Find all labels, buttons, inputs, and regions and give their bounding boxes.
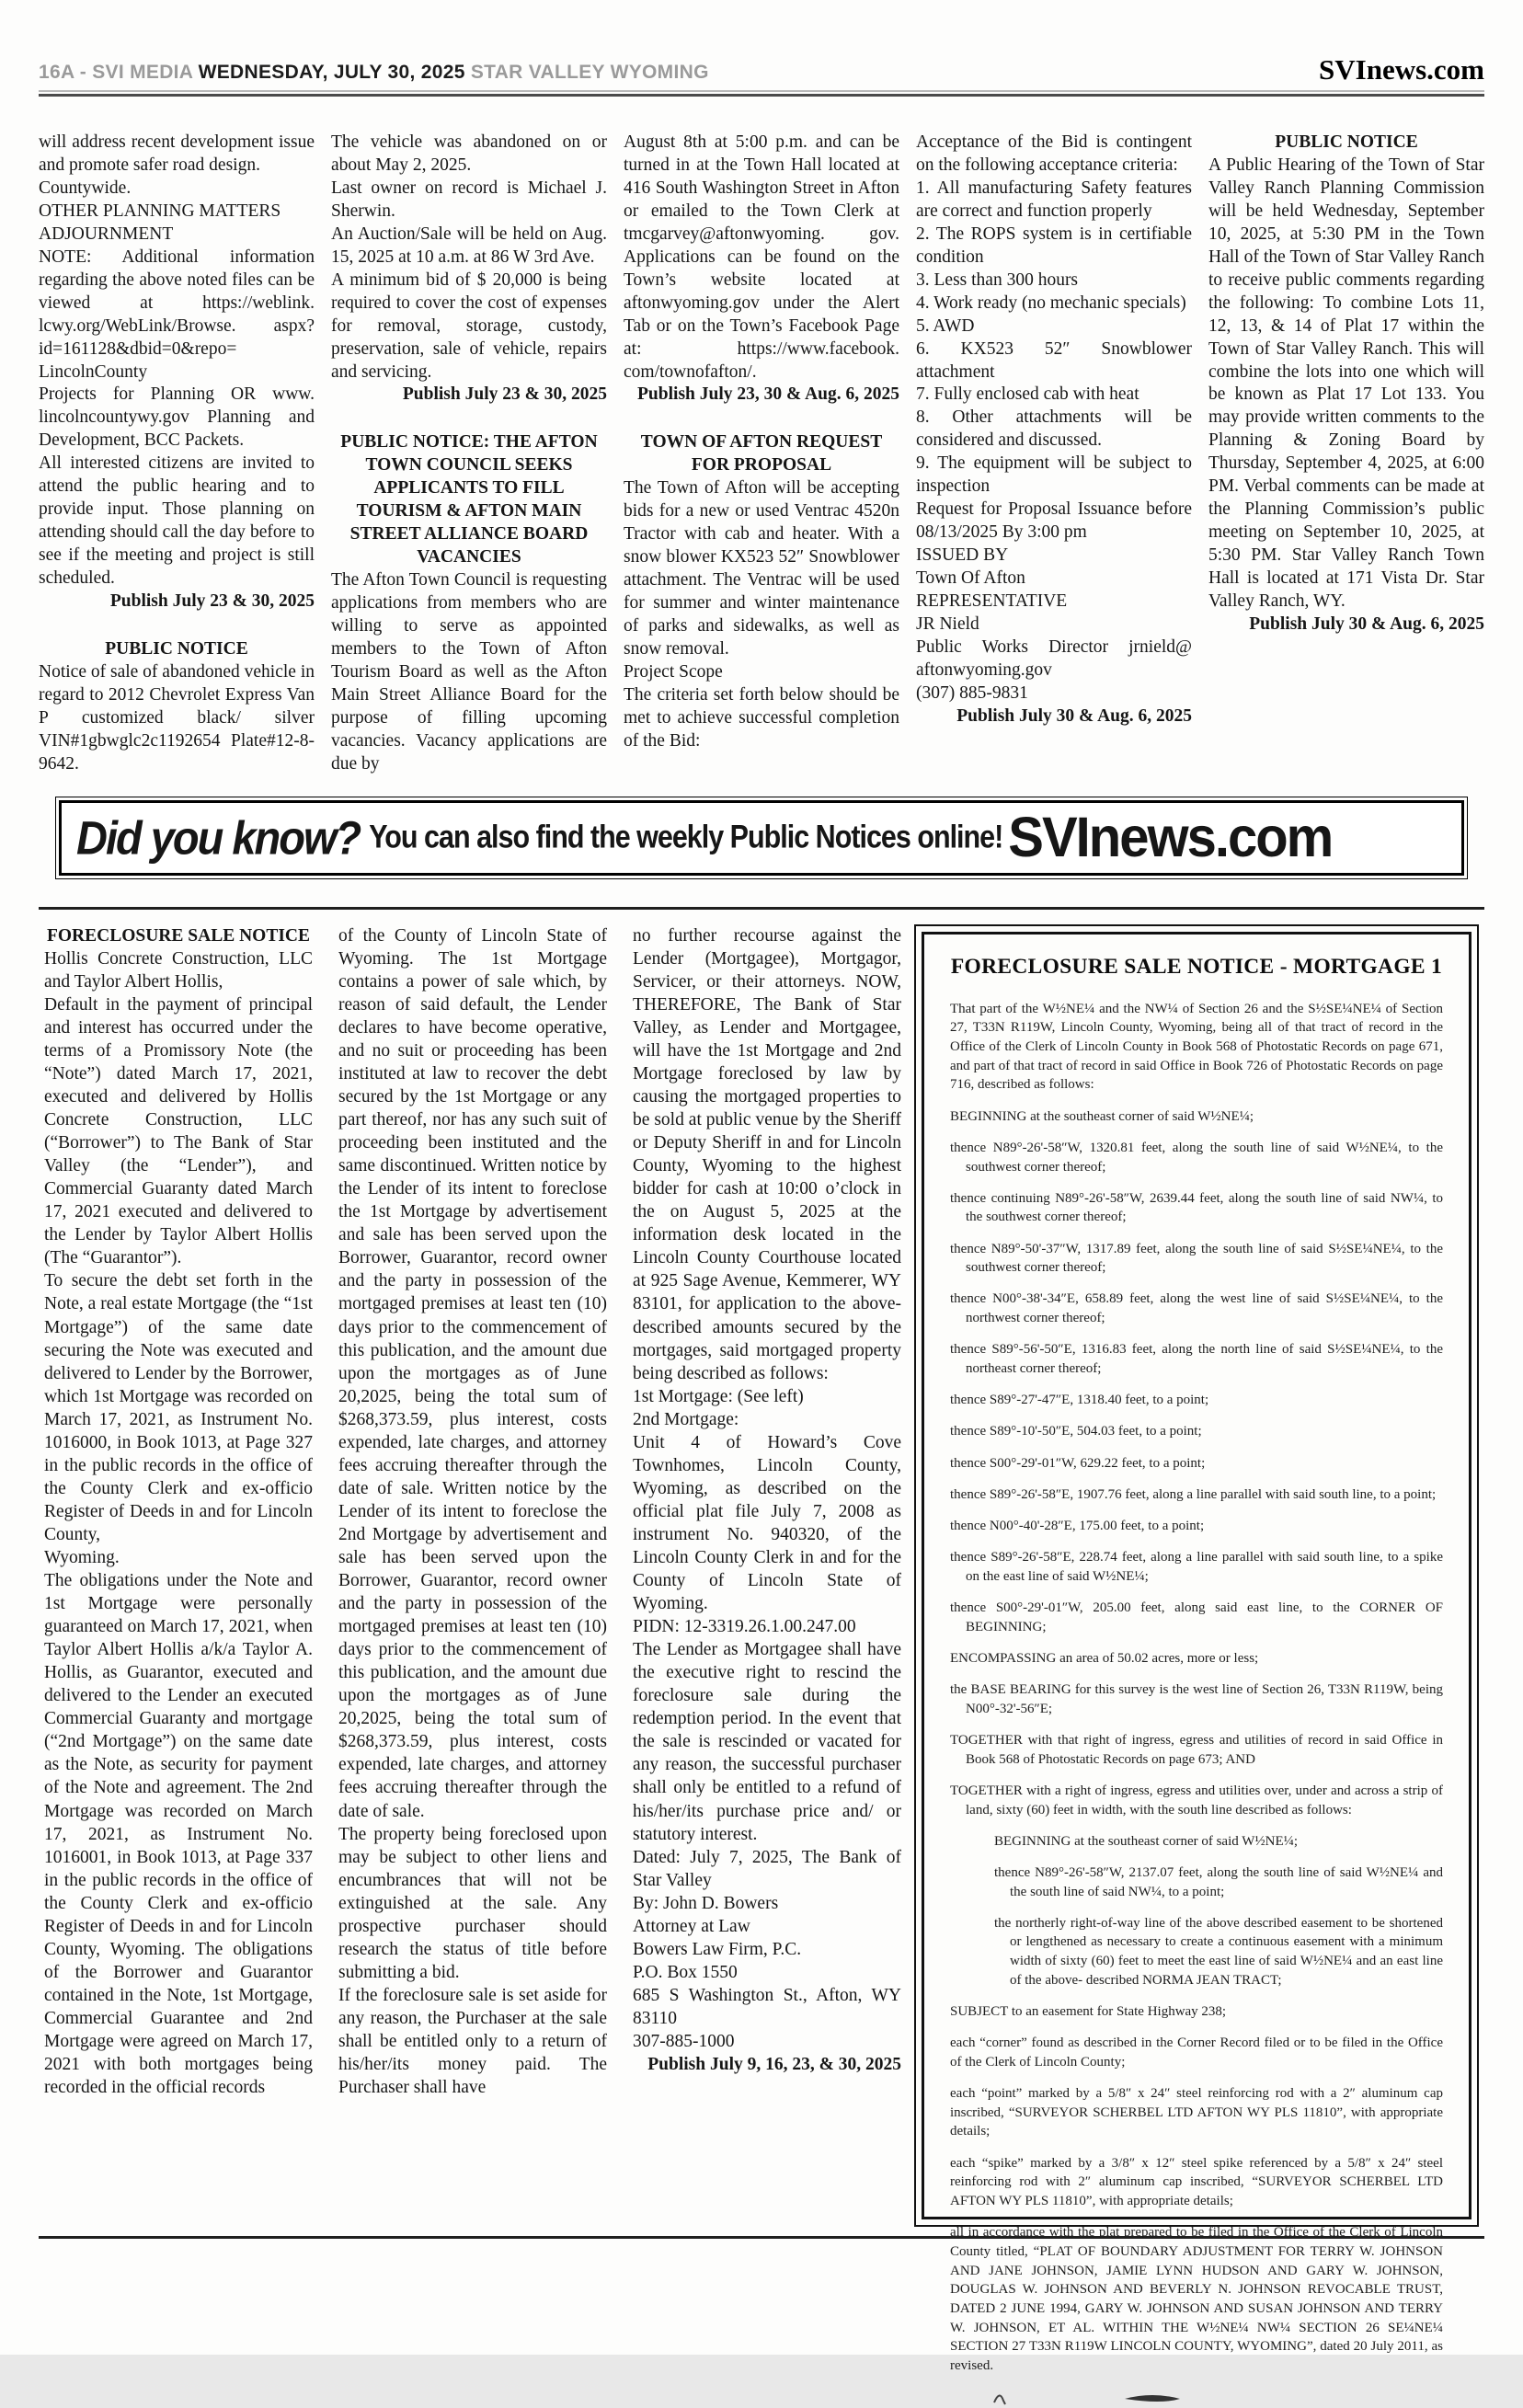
notice-paragraph: the northerly right-of-way line of the above described easement to be shortened or lengthened as necessary to create a continuous easement with a minimum width of sixty (60) feet to meet the east line of said W½NE¼ and an east line of the above- described NORMA JEAN TRACT; xyxy=(994,1915,1443,1988)
notice-paragraph: thence N89°-26'-58″W, 2137.07 feet, along the south line of said W½NE¼ and the south line of said NW¼, to a point; xyxy=(994,1864,1443,1899)
foreclosure-section xyxy=(39,907,1484,2374)
notice-column-4 xyxy=(916,132,1192,776)
notice-paragraph: Unit 4 of Howard’s Cove Townhomes, Lincoln County, Wyoming, as described on the official plat file July 7, 2008 as instrument No. 940320, of the Lincoln County Clerk in and for the County of Lincoln State of Wyoming. xyxy=(633,1432,901,1614)
publish-line: Publish July 23 & 30, 2025 xyxy=(109,591,315,612)
notice-heading: FORECLOSURE SALE NOTICE xyxy=(46,925,311,946)
notice-paragraph: 4. Work ready (no mechanic specials) xyxy=(916,292,1186,313)
notice-paragraph: The criteria set forth below should be met to achieve successful completion of the Bid: xyxy=(624,684,899,751)
notice-paragraph: Wyoming. xyxy=(44,1548,120,1567)
notice-paragraph: Request for Proposal Issuance before 08/13/2025 By 3:00 pm xyxy=(916,499,1192,543)
page-label: 16A - SVI MEDIA xyxy=(39,62,193,83)
notice-paragraph: 9. The equipment will be subject to inspection xyxy=(916,453,1192,497)
notice-paragraph: Countywide. xyxy=(39,178,132,198)
notice-heading: PUBLIC NOTICE xyxy=(105,639,248,659)
notice-paragraph: SUBJECT to an easement for State Highway 238; xyxy=(950,2004,1227,2020)
notice-column-5 xyxy=(1208,132,1484,776)
notice-paragraph: Projects for Planning OR www. lincolncountywy.gov Planning and Development, BCC Packets. xyxy=(39,384,315,451)
notice-heading: PUBLIC NOTICE xyxy=(1275,132,1418,152)
notice-paragraph: TOGETHER with that right of ingress, egress and utilities of record in said Office in Book 568 of Photostatic Records on page 673; AND xyxy=(950,1732,1443,1767)
notice-paragraph: By: John D. Bowers xyxy=(633,1893,779,1913)
notice-paragraph: Last owner on record is Michael J. Sherwin. xyxy=(331,178,607,221)
notice-paragraph: The Lender as Mortgagee shall have the executive right to rescind the foreclosure sale during the redemption period. In the event that the sale is rescinded or vacated for any reason, the successful purchaser shall only be entitled to a refund of his/her/its purchase price and/ or statutory interest. xyxy=(633,1640,901,1844)
notice-paragraph: 1. All manufacturing Safety features are correct and function properly xyxy=(916,178,1192,221)
notice-paragraph: 5. AWD xyxy=(916,315,975,336)
notice-paragraph: BEGINNING at the southeast corner of said W½NE¼; xyxy=(994,1833,1299,1849)
notice-paragraph: thence S89°-26'-58″E, 1907.76 feet, along a line parallel with said south line, to a point; xyxy=(950,1486,1437,1502)
promo-banner xyxy=(59,800,1464,876)
foreclosure-column-3 xyxy=(633,924,901,2227)
notice-paragraph: all in accordance with the plat prepared to be filed in the Office of the Clerk of Lincoln County titled, “PLAT OF BOUNDARY ADJUSTMENT FOR TERRY W. JOHNSON AND JANE JOHNSON, JAMIE LYNN HUDSON AND GARY W. JOHNSON, DOUGLAS W. JOHNSON AND BEVERLY N. JOHNSON REVOCABLE TRUST, DATED 2 JUNE 1994, GARY W. JOHNSON AND SUSAN JOHNSON AND TERRY W. JOHNSON, ET AL. WITHIN THE W½NE¼ NW¼ SECTION 26 SE¼NE¼ SECTION 27 T33N R119W LINCOLN COUNTY, WYOMING”, dated 20 July 2011, as revised. xyxy=(950,2225,1443,2374)
notice-paragraph: will address recent development issue and promote safer road design. xyxy=(39,132,315,175)
publish-line: Publish July 23 & 30, 2025 xyxy=(402,384,607,405)
notice-paragraph: thence S89°-10'-50″E, 504.03 feet, to a point; xyxy=(950,1424,1202,1439)
notice-paragraph: Dated: July 7, 2025, The Bank of Star Valley xyxy=(633,1847,901,1890)
notice-paragraph: REPRESENTATIVE xyxy=(916,591,1068,612)
notice-paragraph: NOTE: Additional information regarding the above noted files can be viewed at https://weblink. lcwy.org/WebLink/Browse. aspx?id=161128&dbid=0&repo= LincolnCounty xyxy=(39,247,315,382)
masthead-site-name: SVInews.com xyxy=(1319,53,1484,86)
notice-paragraph: 6. KX523 52″ Snowblower attachment xyxy=(916,338,1192,382)
notice-heading: PUBLIC NOTICE: THE AFTON TOWN COUNCIL SEEKS APPLICANTS TO FILL TOURISM & AFTON MAIN STREET ALLIANCE BOARD VACANCIES xyxy=(340,432,598,568)
notice-paragraph: thence N00°-38'-34″E, 658.89 feet, along the west line of said S½SE¼NE¼, to the northwest corner thereof; xyxy=(950,1291,1443,1326)
foreclosure-column-1 xyxy=(44,924,313,2227)
mortgage1-notice-box xyxy=(914,924,1479,2374)
notice-paragraph: 2. The ROPS system is in certifiable condition xyxy=(916,224,1192,267)
notice-paragraph: A Public Hearing of the Town of Star Valley Ranch Planning Commission will be held Wednesday, September 10, 2025, at 5:30 PM in the Town Hall of the Town of Star Valley Ranch to receive public comments regarding the following: To combine Lots 11, 12, 13, & 14 of Plat 17 within the Town of Star Valley Ranch. This will combine the lots into one which will be known as Plat 17 Lot 133. You may provide written comments to the Planning & Zoning Board by Thursday, September 4, 2025, at 6:00 PM. Verbal comments can be made at the Planning Commission’s public meeting on September 10, 2025, at 5:30 PM. Star Valley Ranch Town Hall is located at 171 Vista Dr. Star Valley Ranch, WY. xyxy=(1208,155,1484,612)
notice-paragraph: Town Of Afton xyxy=(916,568,1025,589)
notice-paragraph: The property being foreclosed upon may be subject to other liens and encumbrances that will not be extinguished at the sale. Any prospective purchaser should research the status of title before submitting a bid. xyxy=(338,1824,607,1982)
notice-paragraph: thence S89°-26'-58″E, 228.74 feet, along a line parallel with said south line, to a spike on the east line of said W½NE¼; xyxy=(950,1550,1443,1584)
notice-heading: TOWN OF AFTON REQUEST FOR PROPOSAL xyxy=(640,432,883,476)
notice-paragraph: August 8th at 5:00 p.m. and can be turned in at the Town Hall located at 416 South Washington Street in Afton or emailed to the Town Clerk at tmcgarvey@aftonwyoming. gov. Applications can be found on the Town’s website located at aftonwyoming.gov under the Alert Tab or on the Town’s Facebook Page at: https://www.facebook. com/townofafton/. xyxy=(624,132,899,382)
notice-column-3 xyxy=(624,132,899,776)
notice-column-2 xyxy=(331,132,607,776)
notice-paragraph: Acceptance of the Bid is contingent on the following acceptance criteria: xyxy=(916,132,1192,175)
notice-column-1 xyxy=(39,132,315,776)
notice-paragraph: each “corner” found as described in the Corner Record filed or to be filed in the Office of the Clerk of Lincoln County; xyxy=(950,2035,1443,2070)
notice-paragraph: 1st Mortgage: (See left) xyxy=(633,1386,804,1406)
notice-paragraph: ENCOMPASSING an area of 50.02 acres, more or less; xyxy=(950,1650,1259,1666)
notice-paragraph: 307-885-1000 xyxy=(633,2031,735,2051)
notice-paragraph: BEGINNING at the southeast corner of said W½NE¼; xyxy=(950,1108,1254,1124)
notice-paragraph: An Auction/Sale will be held on Aug. 15, 2025 at 10 a.m. at 86 W 3rd Ave. xyxy=(331,224,607,267)
notice-paragraph: 8. Other attachments will be considered and discussed. xyxy=(916,407,1192,451)
notice-paragraph: of the County of Lincoln State of Wyoming. The 1st Mortgage contains a power of sale which, by reason of said default, the Lender declares to have become operative, and no suit or proceeding has been instituted at law to recover the debt secured by the 1st Mortgage or any part thereof, nor has any such suit of proceeding been instituted and the same discontinued. Written notice by the Lender of its intent to foreclose the 1st Mortgage by advertisement and sale has been served upon the Borrower, Guarantor, record owner and the party in possession of the mortgaged premises at least ten (10) days prior to the commencement of this publication, and the amount due upon the mortgages as of June 20,2025, being the total sum of $268,373.59, plus interest, costs expended, late charges, and attorney fees accruing thereafter through the date of sale. Written notice by the Lender of its intent to foreclose the 2nd Mortgage by advertisement and sale has been served upon the Borrower, Guarantor, record owner and the party in possession of the mortgaged premises at least ten (10) days prior to the commencement of this publication, and the amount due upon the mortgages as of June 20,2025, being the total sum of $268,373.59, plus interest, costs expended, late charges, and attorney fees accruing thereafter through the date of sale. xyxy=(338,925,607,1821)
notice-paragraph: thence S00°-29'-01″W, 205.00 feet, along said east line, to the CORNER OF BEGINNING; xyxy=(950,1600,1443,1634)
notice-paragraph: Attorney at Law xyxy=(633,1916,750,1936)
banner-lead: Did you know? xyxy=(76,811,361,865)
notice-paragraph: The Town of Afton will be accepting bids for a new or used Ventrac 4520n Tractor with cab and heater. With a snow blower KX523 52″ Snowblower attachment. The Ventrac will be used for summer and winter maintenance of parks and sidewalks, as well as snow removal. xyxy=(624,478,899,659)
page-header xyxy=(39,0,1484,84)
notice-paragraph: no further recourse against the Lender (Mortgagee), Mortgagor, Servicer, or their attorneys. NOW, THEREFORE, The Bank of Star Valley, as Lender and Mortgagee, will have the 1st Mortgage and 2nd Mortgage foreclosed by law by causing the mortgaged properties to be sold at public venue by the Sheriff or Deputy Sheriff in and for Lincoln County, Wyoming to the highest bidder for cash at 10:00 o’clock in the on August 5, 2025 at the information desk located in the Lincoln County Courthouse located at 925 Sage Avenue, Kemmerer, WY 83101, for application to the above- described amounts secured by the mortgages, said mortgaged property being described as follows: xyxy=(633,925,901,1383)
header-meta xyxy=(39,62,709,84)
notice-paragraph: TOGETHER with a right of ingress, egress and utilities over, under and across a strip of land, sixty (60) feet in width, with the south line described as follows: xyxy=(950,1783,1443,1817)
notice-paragraph: Default in the payment of principal and interest has occurred under the terms of a Promissory Note (the “Note”) dated March 17, 2021, executed and delivered by Hollis Concrete Construction, LLC (“Borrower”) to The Bank of Star Valley (the “Lender”), and Commercial Guaranty dated March 17, 2021 executed and delivered to the Lender by Taylor Albert Hollis (The “Guarantor”). xyxy=(44,994,313,1268)
mortgage1-title: FORECLOSURE SALE NOTICE - MORTGAGE 1 xyxy=(950,954,1443,979)
notice-paragraph: The obligations under the Note and 1st Mortgage were personally guaranteed on March 17, 2021, when Taylor Albert Hollis a/k/a Taylor A. Hollis, as Guarantor, executed and delivered to the Lender an executed Commercial Guaranty and mortgage (“2nd Mortgage”) on the same date as the Note, as security for payment of the Note and agreement. The 2nd Mortgage was recorded on March 17, 2021, as Instrument No. 1016001, in Book 1013, at Page 337 in the public records in the office of the County Clerk and ex-officio Register of Deeds in and for Lincoln County, Wyoming. The obligations of the Borrower and Guarantor contained in the Note, 1st Mortgage, Commercial Guarantee and 2nd Mortgage were agreed on March 17, 2021 with both mortgages being recorded in the official records xyxy=(44,1571,313,2098)
foreclosure-column-2 xyxy=(338,924,607,2227)
notice-paragraph: 2nd Mortgage: xyxy=(633,1409,739,1429)
notice-paragraph: Bowers Law Firm, P.C. xyxy=(633,1939,802,1959)
publish-line: Publish July 30 & Aug. 6, 2025 xyxy=(1249,614,1484,635)
notice-paragraph: Project Scope xyxy=(624,661,723,682)
notice-paragraph: thence S89°-27'-47″E, 1318.40 feet, to a point; xyxy=(950,1393,1209,1408)
notice-paragraph: each “spike” marked by a 3/8″ x 12″ steel spike referenced by a 5/8″ x 24″ steel reinforcing rod with 2″ aluminum cap inscribed, “SURVEYOR SCHERBEL LTD AFTON WY PLS 11810”, with appropriate details; xyxy=(950,2155,1443,2209)
notice-paragraph: thence N00°-40'-28″E, 175.00 feet, to a point; xyxy=(950,1518,1205,1533)
notice-paragraph: If the foreclosure sale is set aside for any reason, the Purchaser at the sale shall be entitled only to a return of his/her/its money paid. The Purchaser shall have xyxy=(338,1985,607,2098)
publish-line: Publish July 9, 16, 23, & 30, 2025 xyxy=(647,2055,901,2075)
notice-paragraph: each “point” marked by a 5/8″ x 24″ steel reinforcing rod with a 2″ aluminum cap inscribed, “SURVEYOR SCHERBEL LTD AFTON WY PLS 11810”, with appropriate details; xyxy=(950,2086,1443,2139)
header-location: STAR VALLEY WYOMING xyxy=(470,62,709,83)
notice-paragraph: All interested citizens are invited to attend the public hearing and to provide input. Those planning on attending should call the day before to see if the meeting and project is still scheduled. xyxy=(39,453,315,589)
notice-paragraph: The vehicle was abandoned on or about May 2, 2025. xyxy=(331,132,607,175)
notice-paragraph: A minimum bid of $ 20,000 is being required to cover the cost of expenses for removal, storage, custody, preservation, sale of vehicle, repairs and servicing. xyxy=(331,269,607,382)
header-date: WEDNESDAY, JULY 30, 2025 xyxy=(198,62,465,83)
notice-paragraph: the BASE BEARING for this survey is the west line of Section 26, T33N R119W, being N00°-32'-56″E; xyxy=(950,1682,1443,1716)
mortgage1-body xyxy=(950,1000,1443,2376)
notice-paragraph: thence S00°-29'-01″W, 629.22 feet, to a point; xyxy=(950,1455,1206,1471)
notice-paragraph: Public Works Director jrnield@ aftonwyoming.gov xyxy=(916,636,1192,680)
banner-site-name: SVInews.com xyxy=(1008,806,1333,869)
notice-paragraph: 685 S Washington St., Afton, WY 83110 xyxy=(633,1985,901,2028)
notice-paragraph: JR Nield xyxy=(916,614,979,635)
banner-text: You can also find the weekly Public Notices online! xyxy=(369,819,1003,855)
header-rule xyxy=(39,90,1484,97)
publish-line: Publish July 30 & Aug. 6, 2025 xyxy=(956,705,1192,726)
notice-paragraph: thence N89°-26'-58″W, 1320.81 feet, along the south line of said W½NE¼, to the southwest corner thereof; xyxy=(950,1140,1443,1175)
signature-mark xyxy=(987,2388,1263,2408)
notice-paragraph: thence continuing N89°-26'-58″W, 2639.44 feet, along the south line of said NW¼, to the southwest corner thereof; xyxy=(950,1190,1443,1225)
notice-paragraph: That part of the W½NE¼ and the NW¼ of Section 26 and the S½SE¼NE¼ of Section 27, T33N R119W, Lincoln County, Wyoming, being all of that tract of record in the Office of the Clerk of Lincoln County in Book 568 of Photostatic Records on page 671, and part of that tract of record in said Office in Book 726 of Photostatic Records on page 716, described as follows: xyxy=(950,1001,1443,1093)
notice-paragraph: Hollis Concrete Construction, LLC and Taylor Albert Hollis, xyxy=(44,948,313,992)
notice-paragraph: OTHER PLANNING MATTERS xyxy=(39,201,281,221)
notice-paragraph: 3. Less than 300 hours xyxy=(916,269,1079,290)
publish-line: Publish July 23, 30 & Aug. 6, 2025 xyxy=(637,384,899,405)
notice-paragraph: PIDN: 12-3319.26.1.00.247.00 xyxy=(633,1617,856,1637)
notice-paragraph: 7. Fully enclosed cab with heat xyxy=(916,384,1139,405)
notice-paragraph: To secure the debt set forth in the Note, a real estate Mortgage (the “1st Mortgage”) of the same date securing the Note was executed and delivered to Lender by the Borrower, which 1st Mortgage was recorded on March 17, 2021, as Instrument No. 1016000, in Book 1013, at Page 327 in the public records in the office of the County Clerk and ex-officio Register of Deeds in and for Lincoln County, xyxy=(44,1271,313,1544)
public-notices-section xyxy=(39,132,1484,776)
notice-paragraph: Notice of sale of abandoned vehicle in regard to 2012 Chevrolet Express Van P customized black/ silver VIN#1gbwglc2c1192654 Plate#12-8-9642. xyxy=(39,661,315,774)
mortgage1-inner-frame xyxy=(922,932,1471,2374)
notice-paragraph: P.O. Box 1550 xyxy=(633,1962,738,1982)
notice-paragraph: ADJOURNMENT xyxy=(39,224,174,244)
notice-paragraph: ISSUED BY xyxy=(916,545,1009,566)
notice-paragraph: thence S89°-56'-50″E, 1316.83 feet, along the north line of said S½SE¼NE¼, to the northeast corner thereof; xyxy=(950,1342,1443,1377)
notice-paragraph: The Afton Town Council is requesting applications from members who are willing to serve as appointed members to the Town of Afton Tourism Board as well as the Afton Main Street Alliance Board for the purpose of filling upcoming vacancies. Vacancy applications are due by xyxy=(331,570,607,774)
notice-paragraph: (307) 885-9831 xyxy=(916,682,1028,703)
notice-paragraph: thence N89°-50'-37″W, 1317.89 feet, along the south line of said S½SE¼NE¼, to the southwest corner thereof; xyxy=(950,1241,1443,1276)
